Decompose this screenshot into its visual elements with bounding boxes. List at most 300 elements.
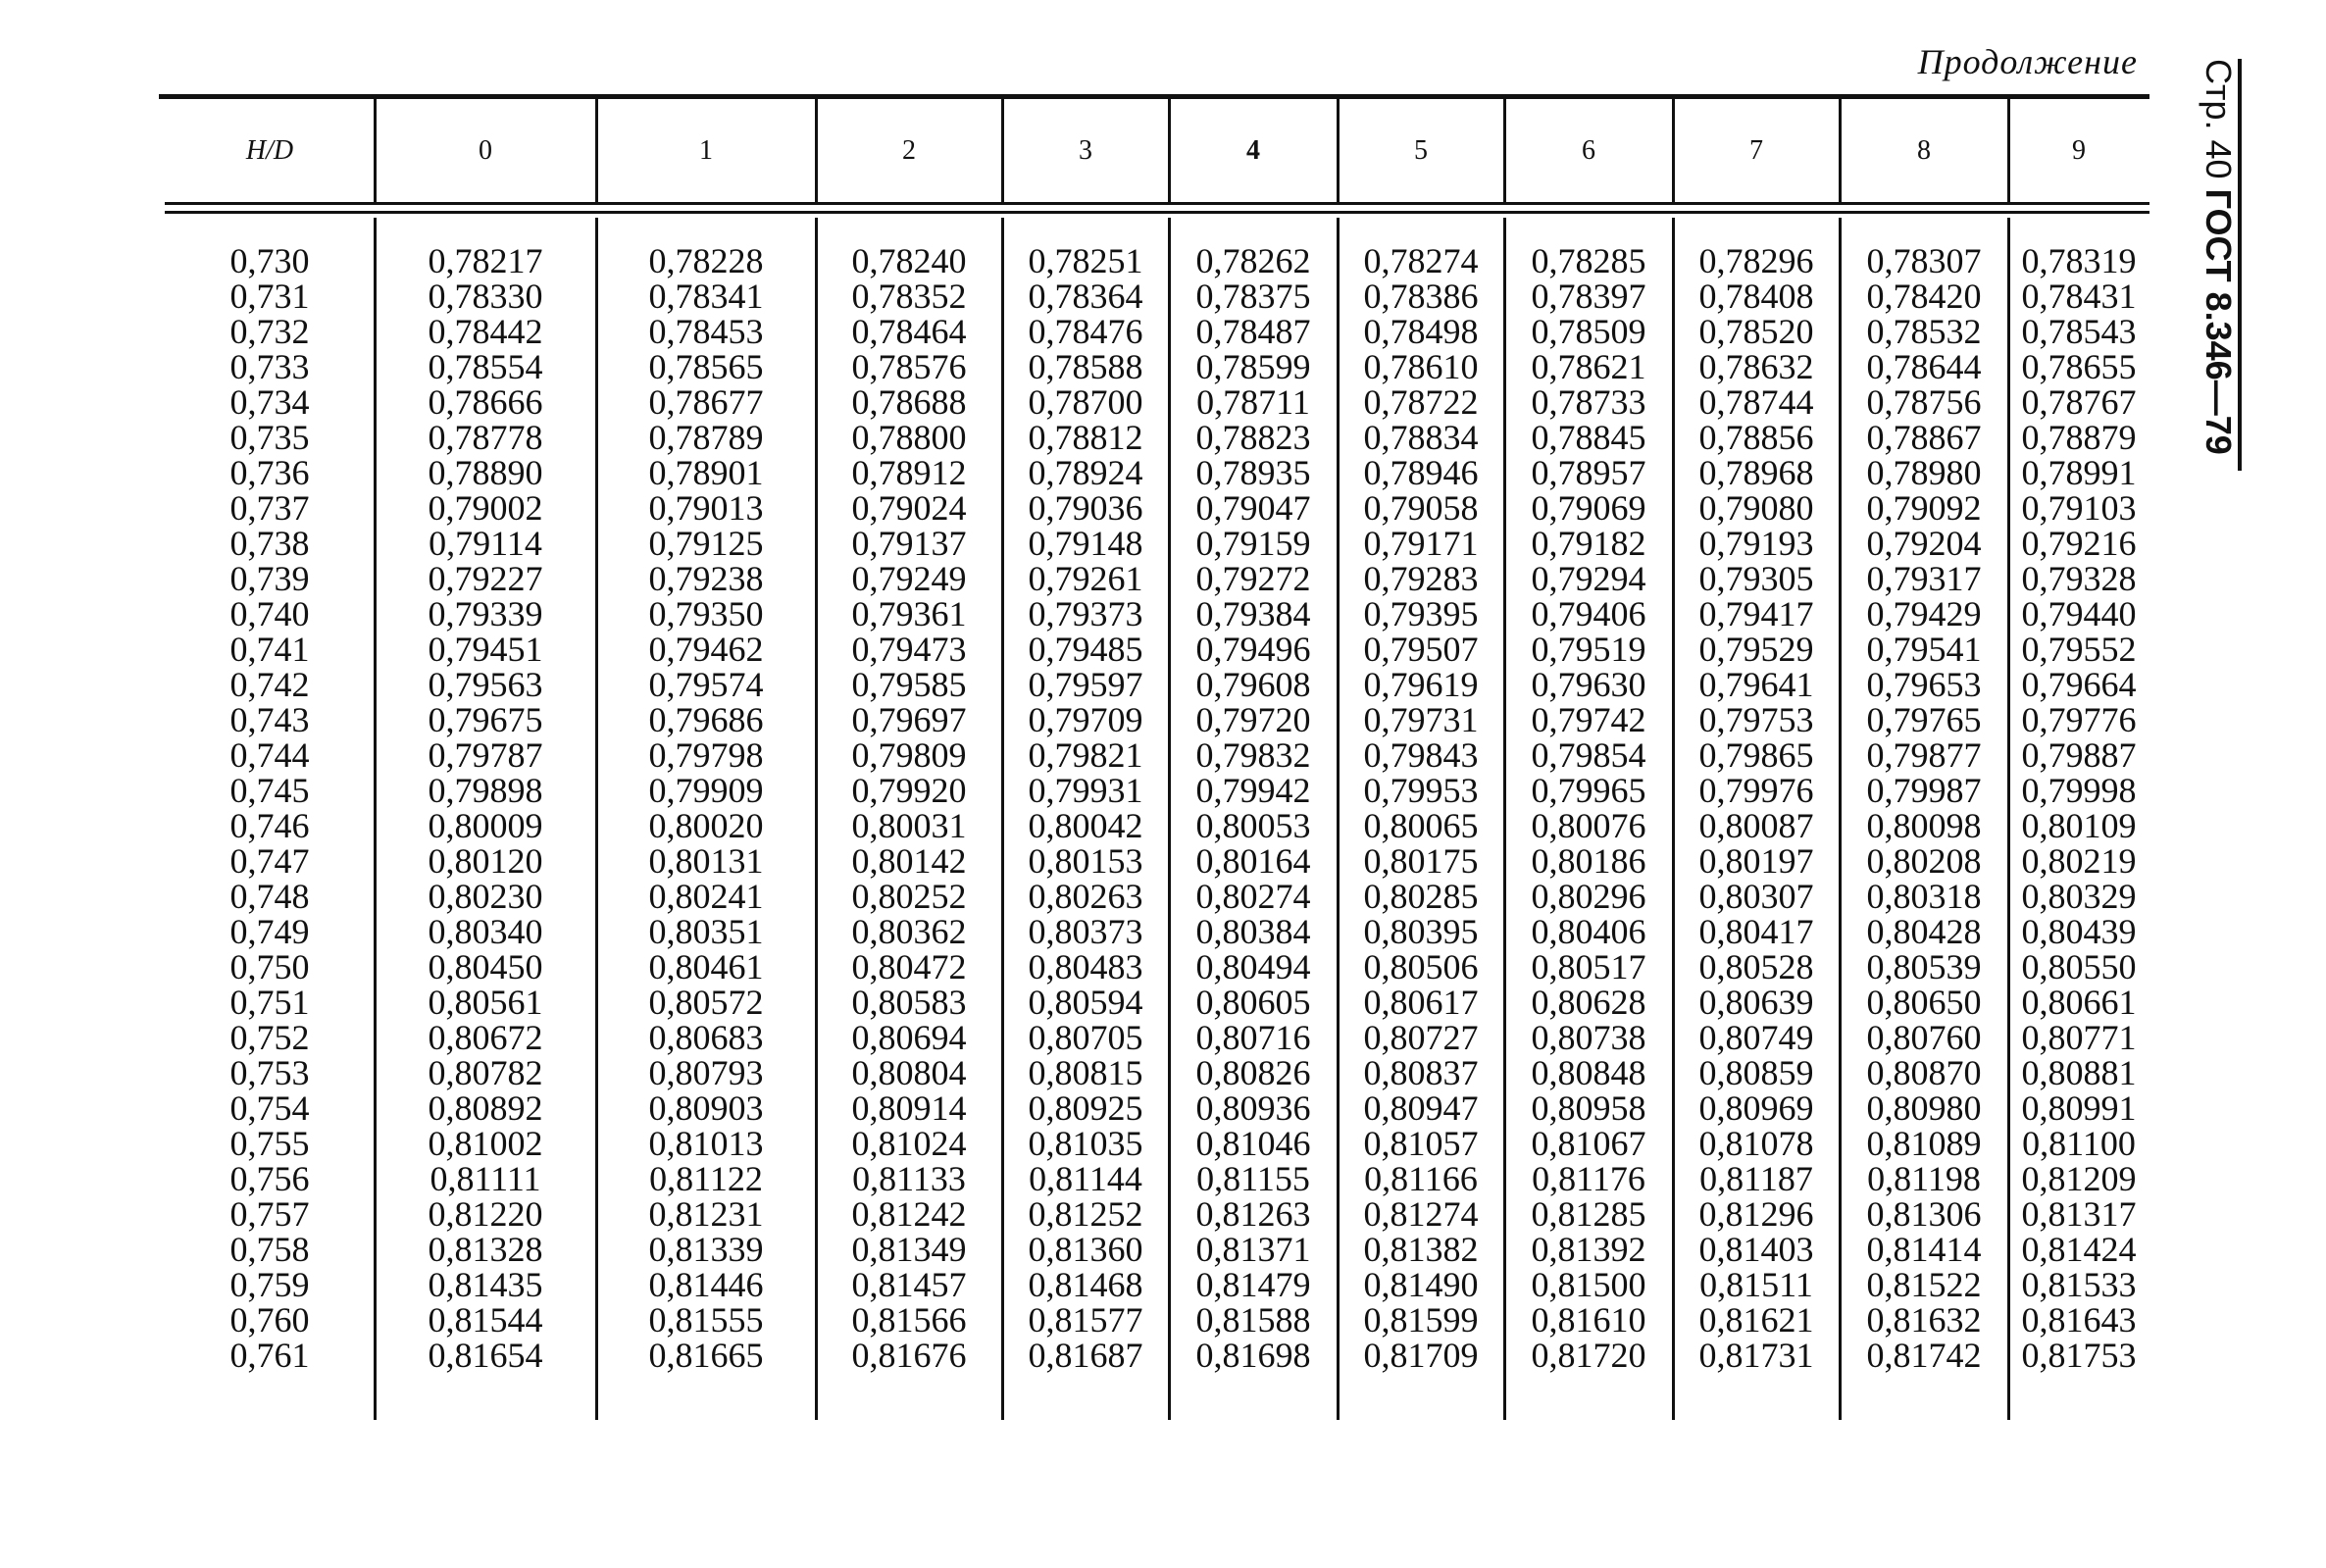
value-cell: 0,79776 <box>2021 700 2137 739</box>
value-cell: 0,78912 <box>851 453 967 492</box>
value-cell: 0,80362 <box>851 912 967 951</box>
value-cell: 0,79552 <box>2021 630 2137 669</box>
value-cell: 0,79641 <box>1698 665 1814 704</box>
value-cell: 0,81274 <box>1363 1194 1479 1234</box>
value-cell: 0,80230 <box>428 877 543 916</box>
value-cell: 0,79987 <box>1866 771 1982 810</box>
value-cell: 0,80120 <box>428 841 543 881</box>
value-cell: 0,79619 <box>1363 665 1479 704</box>
row-label-cell: 0,732 <box>229 312 310 351</box>
value-cell: 0,79798 <box>648 735 764 775</box>
value-cell: 0,81566 <box>851 1300 967 1340</box>
value-cell: 0,79171 <box>1363 524 1479 563</box>
column-header: 7 <box>1749 135 1763 166</box>
value-cell: 0,81296 <box>1698 1194 1814 1234</box>
value-cell: 0,80793 <box>648 1053 764 1092</box>
value-cell: 0,79249 <box>851 559 967 598</box>
value-cell: 0,80252 <box>851 877 967 916</box>
value-cell: 0,81457 <box>851 1265 967 1304</box>
value-cell: 0,79137 <box>851 524 967 563</box>
row-label-cell: 0,740 <box>229 594 310 633</box>
value-cell: 0,81731 <box>1698 1336 1814 1375</box>
value-cell: 0,79384 <box>1195 594 1311 633</box>
value-cell: 0,78330 <box>428 277 543 316</box>
value-cell: 0,79709 <box>1028 700 1143 739</box>
value-cell: 0,80738 <box>1531 1018 1646 1057</box>
value-cell: 0,80373 <box>1028 912 1143 951</box>
row-label-cell: 0,755 <box>229 1124 310 1163</box>
value-column <box>1840 243 2008 1373</box>
value-cell: 0,78890 <box>428 453 543 492</box>
value-cell: 0,81067 <box>1531 1124 1646 1163</box>
value-cell: 0,80991 <box>2021 1088 2137 1128</box>
value-cell: 0,78733 <box>1531 382 1646 422</box>
value-column <box>1002 243 1169 1373</box>
row-label-cell: 0,760 <box>229 1300 310 1340</box>
value-cell: 0,81166 <box>1364 1159 1478 1198</box>
value-cell: 0,79787 <box>428 735 543 775</box>
value-cell: 0,79339 <box>428 594 543 633</box>
value-cell: 0,78375 <box>1195 277 1311 316</box>
row-label-cell: 0,758 <box>229 1230 310 1269</box>
value-cell: 0,80274 <box>1195 877 1311 916</box>
value-cell: 0,81122 <box>649 1159 763 1198</box>
value-cell: 0,80749 <box>1698 1018 1814 1057</box>
value-cell: 0,81360 <box>1028 1230 1143 1269</box>
row-label-cell: 0,754 <box>229 1088 310 1128</box>
value-cell: 0,79406 <box>1531 594 1646 633</box>
column-header: 6 <box>1582 135 1595 166</box>
value-cell: 0,80969 <box>1698 1088 1814 1128</box>
value-cell: 0,79675 <box>428 700 543 739</box>
value-cell: 0,78610 <box>1363 347 1479 386</box>
value-cell: 0,78588 <box>1028 347 1143 386</box>
value-cell: 0,79002 <box>428 488 543 528</box>
value-cell: 0,80197 <box>1698 841 1814 881</box>
value-cell: 0,78408 <box>1698 277 1814 316</box>
row-label-cell: 0,739 <box>229 559 310 598</box>
value-cell: 0,80694 <box>851 1018 967 1057</box>
value-cell: 0,78632 <box>1698 347 1814 386</box>
value-cell: 0,80175 <box>1363 841 1479 881</box>
value-cell: 0,78711 <box>1196 382 1310 422</box>
value-cell: 0,81414 <box>1866 1230 1982 1269</box>
value-cell: 0,80406 <box>1531 912 1646 951</box>
value-cell: 0,79485 <box>1028 630 1143 669</box>
header-rule-upper <box>165 202 2149 205</box>
value-column <box>2008 243 2149 1373</box>
value-cell: 0,81155 <box>1196 1159 1310 1198</box>
value-cell: 0,80628 <box>1531 983 1646 1022</box>
value-cell: 0,80142 <box>851 841 967 881</box>
value-cell: 0,80009 <box>428 806 543 845</box>
value-cell: 0,81643 <box>2021 1300 2137 1340</box>
value-cell: 0,79630 <box>1531 665 1646 704</box>
value-cell: 0,79227 <box>428 559 543 598</box>
value-cell: 0,80186 <box>1531 841 1646 881</box>
row-label-cell: 0,737 <box>229 488 310 528</box>
value-cell: 0,79328 <box>2021 559 2137 598</box>
value-cell: 0,80263 <box>1028 877 1143 916</box>
value-cell: 0,81263 <box>1195 1194 1311 1234</box>
side-page-label <box>2198 59 2239 455</box>
row-label-cell: 0,746 <box>229 806 310 845</box>
value-cell: 0,78644 <box>1866 347 1982 386</box>
row-label-cell: 0,757 <box>229 1194 310 1234</box>
value-cell: 0,79272 <box>1195 559 1311 598</box>
value-cell: 0,79395 <box>1363 594 1479 633</box>
value-cell: 0,79473 <box>851 630 967 669</box>
value-cell: 0,80980 <box>1866 1088 1982 1128</box>
value-cell: 0,79843 <box>1363 735 1479 775</box>
value-cell: 0,81187 <box>1699 1159 1813 1198</box>
value-cell: 0,78319 <box>2021 241 2137 280</box>
value-cell: 0,78498 <box>1363 312 1479 351</box>
value-cell: 0,78341 <box>648 277 764 316</box>
value-cell: 0,79013 <box>648 488 764 528</box>
continued-label: Продолжение <box>1917 42 2138 81</box>
value-column <box>1338 243 1504 1373</box>
value-cell: 0,78778 <box>428 418 543 457</box>
value-cell: 0,78655 <box>2021 347 2137 386</box>
value-cell: 0,81078 <box>1698 1124 1814 1163</box>
value-cell: 0,80859 <box>1698 1053 1814 1092</box>
value-cell: 0,79742 <box>1531 700 1646 739</box>
value-cell: 0,78823 <box>1195 418 1311 457</box>
row-label-cell: 0,733 <box>229 347 310 386</box>
value-cell: 0,80506 <box>1363 947 1479 986</box>
value-cell: 0,78420 <box>1866 277 1982 316</box>
value-cell: 0,80053 <box>1195 806 1311 845</box>
value-cell: 0,81588 <box>1195 1300 1311 1340</box>
value-cell: 0,78812 <box>1028 418 1143 457</box>
value-cell: 0,81654 <box>428 1336 543 1375</box>
value-cell: 0,80483 <box>1028 947 1143 986</box>
side-gost-number: ГОСТ 8.346—79 <box>2199 188 2239 455</box>
row-label-cell: 0,730 <box>229 241 310 280</box>
value-cell: 0,79821 <box>1028 735 1143 775</box>
value-cell: 0,80351 <box>648 912 764 951</box>
row-label-cell: 0,745 <box>229 771 310 810</box>
value-cell: 0,79429 <box>1866 594 1982 633</box>
value-cell: 0,80782 <box>428 1053 543 1092</box>
value-cell: 0,80450 <box>428 947 543 986</box>
value-cell: 0,78666 <box>428 382 543 422</box>
value-cell: 0,78621 <box>1531 347 1646 386</box>
value-cell: 0,78464 <box>851 312 967 351</box>
value-cell: 0,81209 <box>2021 1159 2137 1198</box>
value-cell: 0,79047 <box>1195 488 1311 528</box>
value-cell: 0,80881 <box>2021 1053 2137 1092</box>
value-cell: 0,78789 <box>648 418 764 457</box>
value-cell: 0,79865 <box>1698 735 1814 775</box>
row-label-cell: 0,731 <box>229 277 310 316</box>
value-cell: 0,79193 <box>1698 524 1814 563</box>
column-header: 0 <box>479 135 492 166</box>
column-header: 4 <box>1246 135 1260 166</box>
value-cell: 0,80925 <box>1028 1088 1143 1128</box>
value-cell: 0,79451 <box>428 630 543 669</box>
value-cell: 0,78251 <box>1028 241 1143 280</box>
value-cell: 0,78442 <box>428 312 543 351</box>
value-cell: 0,80936 <box>1195 1088 1311 1128</box>
value-cell: 0,81002 <box>428 1124 543 1163</box>
value-cell: 0,79898 <box>428 771 543 810</box>
value-cell: 0,80650 <box>1866 983 1982 1022</box>
row-label-cell: 0,743 <box>229 700 310 739</box>
value-cell: 0,80296 <box>1531 877 1646 916</box>
value-cell: 0,79148 <box>1028 524 1143 563</box>
value-cell: 0,78767 <box>2021 382 2137 422</box>
value-column <box>816 243 1002 1373</box>
value-cell: 0,80329 <box>2021 877 2137 916</box>
value-cell: 0,80439 <box>2021 912 2137 951</box>
value-cell: 0,80771 <box>2021 1018 2137 1057</box>
value-cell: 0,80716 <box>1195 1018 1311 1057</box>
value-cell: 0,81500 <box>1531 1265 1646 1304</box>
value-cell: 0,78968 <box>1698 453 1814 492</box>
value-cell: 0,79998 <box>2021 771 2137 810</box>
value-cell: 0,80892 <box>428 1088 543 1128</box>
value-cell: 0,80583 <box>851 983 967 1022</box>
value-cell: 0,79080 <box>1698 488 1814 528</box>
value-cell: 0,78262 <box>1195 241 1311 280</box>
value-cell: 0,79496 <box>1195 630 1311 669</box>
value-cell: 0,79125 <box>648 524 764 563</box>
value-cell: 0,80848 <box>1531 1053 1646 1092</box>
value-cell: 0,81285 <box>1531 1194 1646 1234</box>
value-cell: 0,78274 <box>1363 241 1479 280</box>
row-label-cell: 0,744 <box>229 735 310 775</box>
side-page-number: Стр. 40 <box>2199 59 2239 179</box>
value-cell: 0,80384 <box>1195 912 1311 951</box>
row-label-cell: 0,736 <box>229 453 310 492</box>
value-cell: 0,80903 <box>648 1088 764 1128</box>
value-cell: 0,81599 <box>1363 1300 1479 1340</box>
value-cell: 0,80076 <box>1531 806 1646 845</box>
value-cell: 0,79942 <box>1195 771 1311 810</box>
value-cell: 0,80307 <box>1698 877 1814 916</box>
value-cell: 0,79765 <box>1866 700 1982 739</box>
value-cell: 0,80561 <box>428 983 543 1022</box>
value-cell: 0,81610 <box>1531 1300 1646 1340</box>
value-cell: 0,81435 <box>428 1265 543 1304</box>
row-label-cell: 0,747 <box>229 841 310 881</box>
value-cell: 0,79092 <box>1866 488 1982 528</box>
value-cell: 0,80031 <box>851 806 967 845</box>
row-label-cell: 0,751 <box>229 983 310 1022</box>
header-rule-lower <box>165 211 2149 214</box>
value-cell: 0,78364 <box>1028 277 1143 316</box>
value-cell: 0,78576 <box>851 347 967 386</box>
value-cell: 0,80087 <box>1698 806 1814 845</box>
value-cell: 0,79204 <box>1866 524 1982 563</box>
value-cell: 0,80683 <box>648 1018 764 1057</box>
value-cell: 0,81468 <box>1028 1265 1143 1304</box>
value-cell: 0,80815 <box>1028 1053 1143 1092</box>
value-cell: 0,79720 <box>1195 700 1311 739</box>
value-cell: 0,78980 <box>1866 453 1982 492</box>
value-cell: 0,80837 <box>1363 1053 1479 1092</box>
value-cell: 0,79440 <box>2021 594 2137 633</box>
value-cell: 0,78386 <box>1363 277 1479 316</box>
value-cell: 0,80208 <box>1866 841 1982 881</box>
value-cell: 0,79931 <box>1028 771 1143 810</box>
value-cell: 0,81144 <box>1029 1159 1142 1198</box>
value-cell: 0,80472 <box>851 947 967 986</box>
value-cell: 0,81632 <box>1866 1300 1982 1340</box>
column-header: 1 <box>699 135 713 166</box>
value-cell: 0,81198 <box>1867 1159 1981 1198</box>
row-label-cell: 0,735 <box>229 418 310 457</box>
row-label-cell: 0,753 <box>229 1053 310 1092</box>
value-cell: 0,80958 <box>1531 1088 1646 1128</box>
value-cell: 0,79305 <box>1698 559 1814 598</box>
row-label-cell: 0,741 <box>229 630 310 669</box>
value-cell: 0,80285 <box>1363 877 1479 916</box>
value-cell: 0,79261 <box>1028 559 1143 598</box>
value-cell: 0,78700 <box>1028 382 1143 422</box>
value-cell: 0,78453 <box>648 312 764 351</box>
value-cell: 0,81742 <box>1866 1336 1982 1375</box>
value-cell: 0,78543 <box>2021 312 2137 351</box>
value-cell: 0,78228 <box>648 241 764 280</box>
value-cell: 0,78935 <box>1195 453 1311 492</box>
hd-column <box>165 243 375 1373</box>
row-label-cell: 0,734 <box>229 382 310 422</box>
value-cell: 0,80605 <box>1195 983 1311 1022</box>
value-cell: 0,80153 <box>1028 841 1143 881</box>
value-cell: 0,78599 <box>1195 347 1311 386</box>
row-label-cell: 0,759 <box>229 1265 310 1304</box>
value-cell: 0,79361 <box>851 594 967 633</box>
value-cell: 0,80098 <box>1866 806 1982 845</box>
value-cell: 0,81252 <box>1028 1194 1143 1234</box>
value-cell: 0,78532 <box>1866 312 1982 351</box>
value-cell: 0,81024 <box>851 1124 967 1163</box>
value-cell: 0,81242 <box>851 1194 967 1234</box>
value-cell: 0,78296 <box>1698 241 1814 280</box>
value-cell: 0,78520 <box>1698 312 1814 351</box>
value-cell: 0,79069 <box>1531 488 1646 528</box>
value-cell: 0,78476 <box>1028 312 1143 351</box>
value-cell: 0,81046 <box>1195 1124 1311 1163</box>
value-cell: 0,80550 <box>2021 947 2137 986</box>
value-cell: 0,79653 <box>1866 665 1982 704</box>
value-cell: 0,78756 <box>1866 382 1982 422</box>
value-cell: 0,80417 <box>1698 912 1814 951</box>
value-cell: 0,80065 <box>1363 806 1479 845</box>
value-cell: 0,80826 <box>1195 1053 1311 1092</box>
value-cell: 0,78879 <box>2021 418 2137 457</box>
value-cell: 0,80318 <box>1866 877 1982 916</box>
value-cell: 0,80572 <box>648 983 764 1022</box>
value-cell: 0,79159 <box>1195 524 1311 563</box>
value-cell: 0,78217 <box>428 241 543 280</box>
value-cell: 0,79697 <box>851 700 967 739</box>
value-cell: 0,81089 <box>1866 1124 1982 1163</box>
value-cell: 0,80494 <box>1195 947 1311 986</box>
value-cell: 0,80804 <box>851 1053 967 1092</box>
top-rule <box>159 94 2149 99</box>
value-cell: 0,79854 <box>1531 735 1646 775</box>
value-column <box>1673 243 1840 1373</box>
value-cell: 0,78924 <box>1028 453 1143 492</box>
value-cell: 0,78856 <box>1698 418 1814 457</box>
value-cell: 0,79563 <box>428 665 543 704</box>
value-cell: 0,79283 <box>1363 559 1479 598</box>
value-cell: 0,80617 <box>1363 983 1479 1022</box>
value-cell: 0,80109 <box>2021 806 2137 845</box>
value-cell: 0,81231 <box>648 1194 764 1234</box>
value-cell: 0,80461 <box>648 947 764 986</box>
value-cell: 0,78554 <box>428 347 543 386</box>
value-cell: 0,78991 <box>2021 453 2137 492</box>
value-cell: 0,78397 <box>1531 277 1646 316</box>
value-cell: 0,79024 <box>851 488 967 528</box>
value-cell: 0,80705 <box>1028 1018 1143 1057</box>
value-cell: 0,78431 <box>2021 277 2137 316</box>
value-cell: 0,79832 <box>1195 735 1311 775</box>
value-cell: 0,81013 <box>648 1124 764 1163</box>
value-cell: 0,79529 <box>1698 630 1814 669</box>
value-cell: 0,81676 <box>851 1336 967 1375</box>
row-label-cell: 0,761 <box>229 1336 310 1375</box>
value-cell: 0,78901 <box>648 453 764 492</box>
value-cell: 0,80340 <box>428 912 543 951</box>
value-cell: 0,81220 <box>428 1194 543 1234</box>
row-label-cell: 0,756 <box>229 1159 310 1198</box>
value-cell: 0,78800 <box>851 418 967 457</box>
value-cell: 0,80241 <box>648 877 764 916</box>
value-cell: 0,81490 <box>1363 1265 1479 1304</box>
value-cell: 0,79920 <box>851 771 967 810</box>
value-cell: 0,78487 <box>1195 312 1311 351</box>
value-cell: 0,81446 <box>648 1265 764 1304</box>
value-cell: 0,78352 <box>851 277 967 316</box>
value-cell: 0,78307 <box>1866 241 1982 280</box>
value-cell: 0,81057 <box>1363 1124 1479 1163</box>
value-cell: 0,79103 <box>2021 488 2137 528</box>
value-cell: 0,80164 <box>1195 841 1311 881</box>
value-cell: 0,81176 <box>1532 1159 1645 1198</box>
value-cell: 0,79541 <box>1866 630 1982 669</box>
value-cell: 0,81522 <box>1866 1265 1982 1304</box>
value-cell: 0,81698 <box>1195 1336 1311 1375</box>
column-header: 2 <box>902 135 916 166</box>
value-cell: 0,79809 <box>851 735 967 775</box>
value-cell: 0,78285 <box>1531 241 1646 280</box>
value-cell: 0,79597 <box>1028 665 1143 704</box>
value-cell: 0,81100 <box>2022 1124 2136 1163</box>
value-cell: 0,80539 <box>1866 947 1982 986</box>
value-cell: 0,81687 <box>1028 1336 1143 1375</box>
value-cell: 0,79417 <box>1698 594 1814 633</box>
row-label-cell: 0,749 <box>229 912 310 951</box>
value-cell: 0,81709 <box>1363 1336 1479 1375</box>
value-cell: 0,80131 <box>648 841 764 881</box>
value-cell: 0,79965 <box>1531 771 1646 810</box>
value-cell: 0,78565 <box>648 347 764 386</box>
value-cell: 0,81544 <box>428 1300 543 1340</box>
value-cell: 0,79608 <box>1195 665 1311 704</box>
value-cell: 0,79664 <box>2021 665 2137 704</box>
value-cell: 0,81371 <box>1195 1230 1311 1269</box>
value-cell: 0,79519 <box>1531 630 1646 669</box>
value-cell: 0,81753 <box>2021 1336 2137 1375</box>
value-cell: 0,81392 <box>1531 1230 1646 1269</box>
value-cell: 0,79953 <box>1363 771 1479 810</box>
